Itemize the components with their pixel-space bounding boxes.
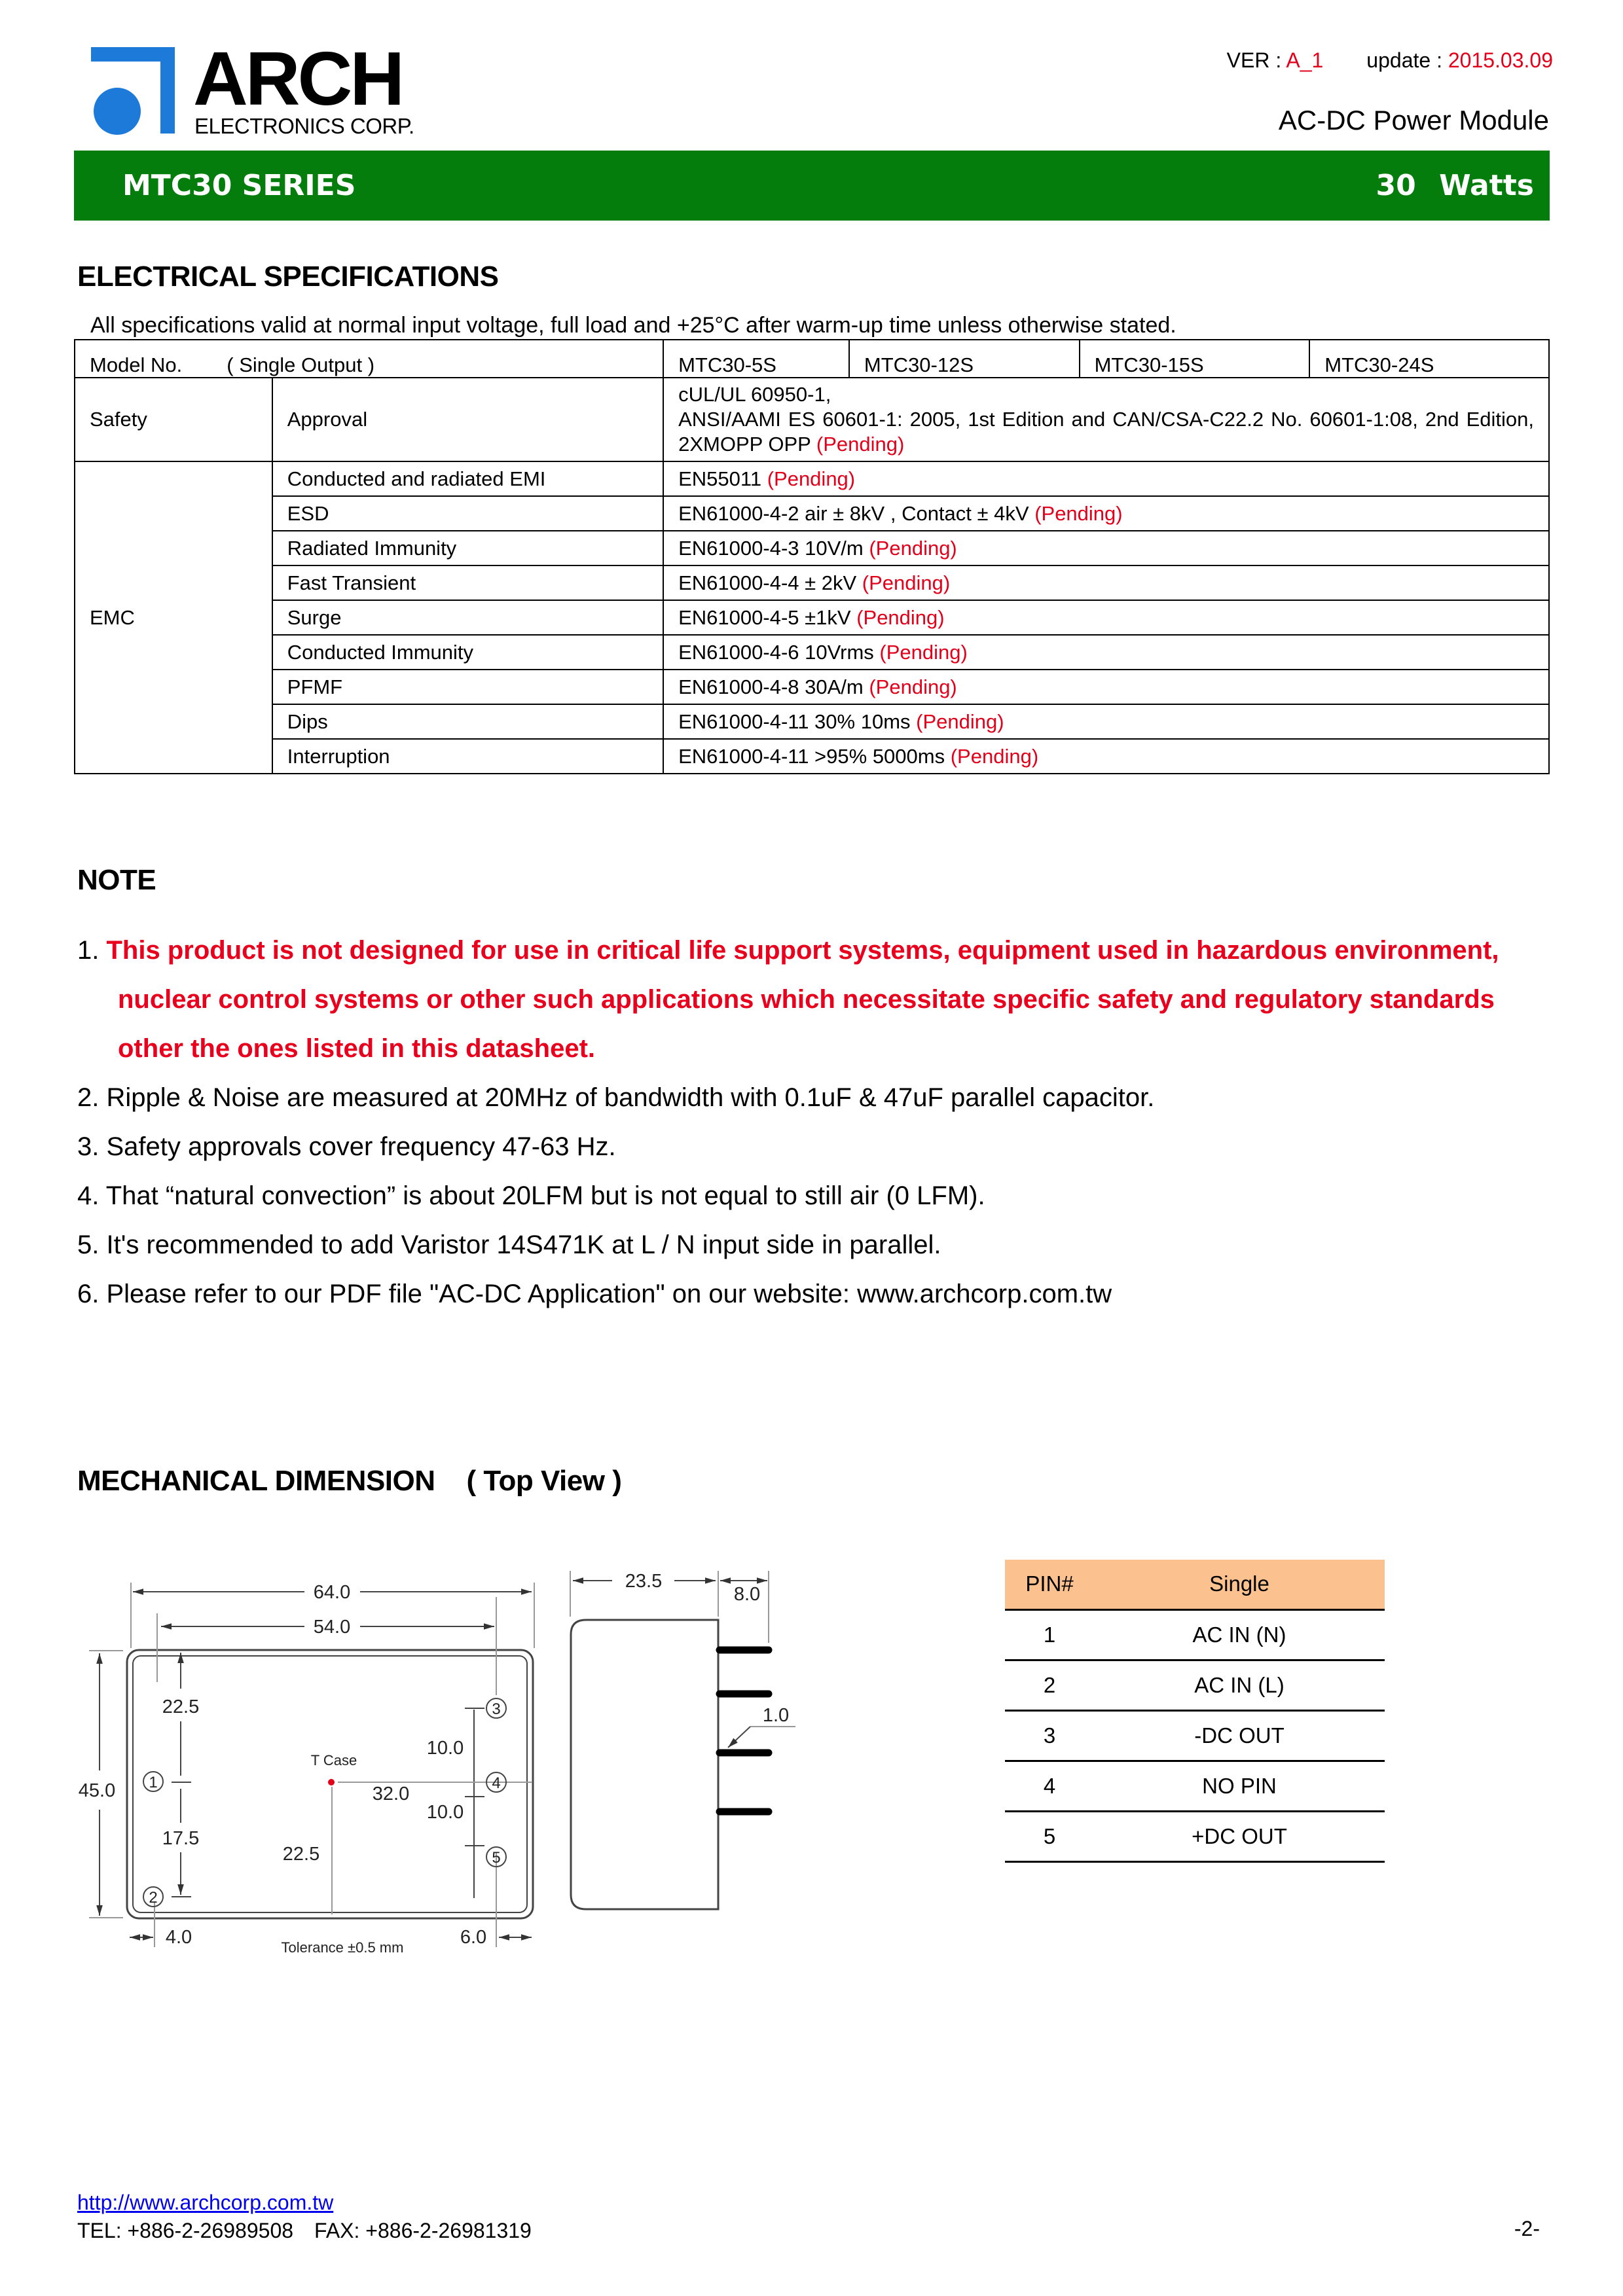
value-text: EN61000-4-6 10Vrms: [678, 640, 874, 664]
side-view-body: [571, 1620, 718, 1909]
dim-right-offset: 6.0: [460, 1927, 487, 1948]
warning-line: other the ones listed in this datasheet.: [118, 1034, 596, 1063]
status-pending: (Pending): [916, 709, 1004, 733]
top-view-body-outer: [127, 1650, 533, 1918]
pin-number: 3: [1005, 1710, 1094, 1761]
table-row: [75, 670, 1549, 704]
series-title: MTC30 SERIES: [122, 169, 356, 202]
table-row: [1005, 1609, 1385, 1660]
group-cell: Safety: [75, 378, 272, 461]
update-label: update :: [1366, 48, 1448, 72]
note-item: 6. Please refer to our PDF file "AC-DC Application" on our website: www.archcorp.com.tw: [77, 1280, 1112, 1308]
mechanical-title: MECHANICAL DIMENSION: [77, 1465, 435, 1497]
telephone: TEL: +886-2-26989508: [77, 2219, 294, 2242]
status-pending: (Pending): [869, 675, 957, 698]
table-row: [75, 635, 1549, 670]
param-cell: Approval: [272, 378, 663, 461]
note-item: 3. Safety approvals cover frequency 47-63 Hz.: [77, 1132, 616, 1161]
top-view: [89, 1583, 534, 1947]
dim-height: 45.0: [78, 1780, 116, 1801]
notes-list: [77, 926, 1557, 1319]
table-row: [75, 565, 1549, 600]
model-label: Model No.: [90, 353, 183, 376]
top-view-labels: [79, 1582, 501, 1956]
value-cell: [663, 565, 1549, 600]
table-row: [75, 739, 1549, 774]
version-value: A_1: [1286, 48, 1324, 72]
table-row: [75, 600, 1549, 635]
param-cell: ESD: [272, 496, 663, 531]
value-cell: [663, 635, 1549, 670]
dim-pin4-pin5: 10.0: [426, 1802, 464, 1823]
dim-left-offset: 4.0: [165, 1927, 192, 1948]
note-item: 4. That “natural convection” is about 20LFM but is not equal to still air (0 LFM).: [77, 1181, 985, 1210]
approval-line: cUL/UL 60950-1,: [678, 383, 831, 406]
value-text: EN61000-4-11 >95% 5000ms: [678, 744, 945, 768]
value-text: EN61000-4-3 10V/m: [678, 536, 864, 560]
status-pending: (Pending): [862, 571, 951, 594]
pin-5-label: 5: [492, 1849, 501, 1867]
electrical-spec-table: [74, 339, 1550, 774]
tcase-label: T Case: [310, 1752, 357, 1768]
logo-wordmark: ARCH: [193, 36, 403, 121]
pin-number: 2: [1005, 1660, 1094, 1710]
param-cell: Dips: [272, 704, 663, 739]
warning-line: This product is not designed for use in critical life support systems, equipment used in hazardous environment,: [106, 936, 1499, 965]
table-row: [1005, 1710, 1385, 1761]
param-cell: PFMF: [272, 670, 663, 704]
model-sub-label: ( Single Output ): [227, 353, 375, 376]
website-link[interactable]: http://www.archcorp.com.tw: [77, 2191, 334, 2214]
status-pending: (Pending): [856, 605, 945, 629]
pin-2-label: 2: [149, 1889, 158, 1907]
value-cell: [663, 531, 1549, 565]
dim-body-depth: 23.5: [625, 1571, 663, 1592]
value-text: EN61000-4-2 air ± 8kV , Contact ± 4kV: [678, 501, 1029, 525]
approval-line: ANSI/AAMI ES 60601-1: 2005, 1st Edition and CAN/CSA-C22.2 No. 60601-1:08, 2nd Edition, 2XMOPP OPP: [678, 408, 1534, 456]
dim-tcase-y: 22.5: [282, 1844, 320, 1865]
document-subtitle: AC-DC Power Module: [1278, 105, 1549, 135]
table-row: [1005, 1811, 1385, 1861]
status-pending: (Pending): [816, 433, 905, 456]
warning-line: nuclear control systems or other such applications which necessitate specific safety and regulatory standards: [118, 985, 1495, 1014]
value-text: EN61000-4-4 ± 2kV: [678, 571, 857, 594]
table-row: [1005, 1761, 1385, 1811]
param-cell: Interruption: [272, 739, 663, 774]
table-row: [75, 461, 1549, 496]
pin-1-label: 1: [149, 1774, 158, 1791]
status-pending: (Pending): [1034, 501, 1123, 525]
value-cell: [663, 461, 1549, 496]
contact-line: [77, 2219, 532, 2243]
param-cell: Fast Transient: [272, 565, 663, 600]
model-column: MTC30-24S: [1309, 340, 1549, 378]
tolerance-label: Tolerance ±0.5 mm: [281, 1939, 404, 1956]
pin-function: NO PIN: [1094, 1761, 1385, 1811]
status-pending: (Pending): [869, 536, 957, 560]
param-cell: Radiated Immunity: [272, 531, 663, 565]
table-row: [75, 704, 1549, 739]
status-pending: (Pending): [767, 467, 856, 490]
dim-pin-length: 8.0: [733, 1584, 761, 1605]
footer: [77, 2191, 532, 2243]
series-power: 30 Watts: [1376, 169, 1534, 202]
table-row: [75, 378, 1549, 461]
notes-heading: NOTE: [77, 864, 156, 896]
dim-pin3-pin4: 10.0: [426, 1738, 464, 1759]
model-header-cell: [75, 340, 663, 378]
group-cell: EMC: [75, 461, 272, 774]
pin-3-marker: [486, 1698, 506, 1718]
pin-number: 4: [1005, 1761, 1094, 1811]
table-row: [75, 531, 1549, 565]
mechanical-heading: [77, 1465, 621, 1498]
model-column: MTC30-15S: [1080, 340, 1310, 378]
pin-number: 1: [1005, 1609, 1094, 1660]
note-warning: [77, 926, 1557, 975]
pin-function: AC IN (L): [1094, 1660, 1385, 1710]
pin-function: -DC OUT: [1094, 1710, 1385, 1761]
side-view-pins: [720, 1650, 769, 1812]
model-column: MTC30-5S: [663, 340, 849, 378]
top-view-body-inner: [133, 1656, 527, 1912]
pin-1-marker: [143, 1772, 163, 1791]
dim-pin1-top: 22.5: [162, 1696, 200, 1717]
value-text: EN61000-4-5 ±1kV: [678, 605, 851, 629]
pin-3-label: 3: [492, 1700, 501, 1718]
pin-4-marker: [486, 1772, 506, 1792]
pin-5-marker: [486, 1847, 506, 1867]
value-cell: [663, 378, 1549, 461]
value-cell: [663, 670, 1549, 704]
electrical-intro: All specifications valid at normal input voltage, full load and +25°C after warm-up time unless otherwise stated.: [90, 313, 1176, 338]
dim-tcase-x: 32.0: [372, 1784, 410, 1804]
pin-2-marker: [143, 1887, 163, 1907]
pin-number: 5: [1005, 1811, 1094, 1861]
company-logo: [88, 36, 414, 145]
param-cell: Conducted and radiated EMI: [272, 461, 663, 496]
table-header-row: [75, 340, 1549, 378]
arch-logo-icon: [88, 41, 187, 139]
single-column-header: Single: [1094, 1560, 1385, 1609]
value-cell: [663, 600, 1549, 635]
pin-column-header: PIN#: [1005, 1560, 1094, 1609]
table-row: [1005, 1660, 1385, 1710]
param-cell: Surge: [272, 600, 663, 635]
table-row: [75, 496, 1549, 531]
note-item: 2. Ripple & Noise are measured at 20MHz of bandwidth with 0.1uF & 47uF parallel capacitor.: [77, 1083, 1155, 1112]
electrical-heading: ELECTRICAL SPECIFICATIONS: [77, 260, 499, 293]
side-view: [570, 1571, 795, 1909]
value-cell: [663, 496, 1549, 531]
logo-subtitle: ELECTRONICS CORP.: [194, 114, 414, 138]
pin-table-header: [1005, 1560, 1385, 1609]
value-text: EN55011: [678, 467, 762, 490]
tcase-point: [328, 1779, 335, 1785]
series-banner: [74, 151, 1550, 221]
pin-4-label: 4: [492, 1774, 501, 1792]
pin-function: +DC OUT: [1094, 1811, 1385, 1861]
dim-pin-diameter: 1.0: [762, 1705, 790, 1726]
value-cell: [663, 704, 1549, 739]
side-view-labels: [625, 1571, 789, 1726]
version-label: VER :: [1226, 48, 1286, 72]
fax: FAX: +886-2-26981319: [314, 2219, 532, 2242]
page-number: -2-: [1514, 2217, 1540, 2240]
note-item: 5. It's recommended to add Varistor 14S471K at L / N input side in parallel.: [77, 1230, 941, 1259]
value-cell: [663, 739, 1549, 774]
note-number: 1.: [77, 936, 100, 965]
value-text: EN61000-4-11 30% 10ms: [678, 709, 911, 733]
model-column: MTC30-12S: [849, 340, 1080, 378]
version-line: [1227, 48, 1553, 73]
mechanical-view-label: ( Top View ): [466, 1465, 622, 1497]
dim-pin1-pin2: 17.5: [162, 1828, 200, 1849]
param-cell: Conducted Immunity: [272, 635, 663, 670]
pin-function: AC IN (N): [1094, 1609, 1385, 1660]
value-text: EN61000-4-8 30A/m: [678, 675, 864, 698]
status-pending: (Pending): [879, 640, 968, 664]
status-pending: (Pending): [950, 744, 1039, 768]
dim-overall-width: 64.0: [313, 1582, 351, 1603]
dim-pin-span: 54.0: [313, 1617, 351, 1638]
update-date: 2015.03.09: [1448, 48, 1553, 72]
pin-table: [1005, 1560, 1385, 1863]
